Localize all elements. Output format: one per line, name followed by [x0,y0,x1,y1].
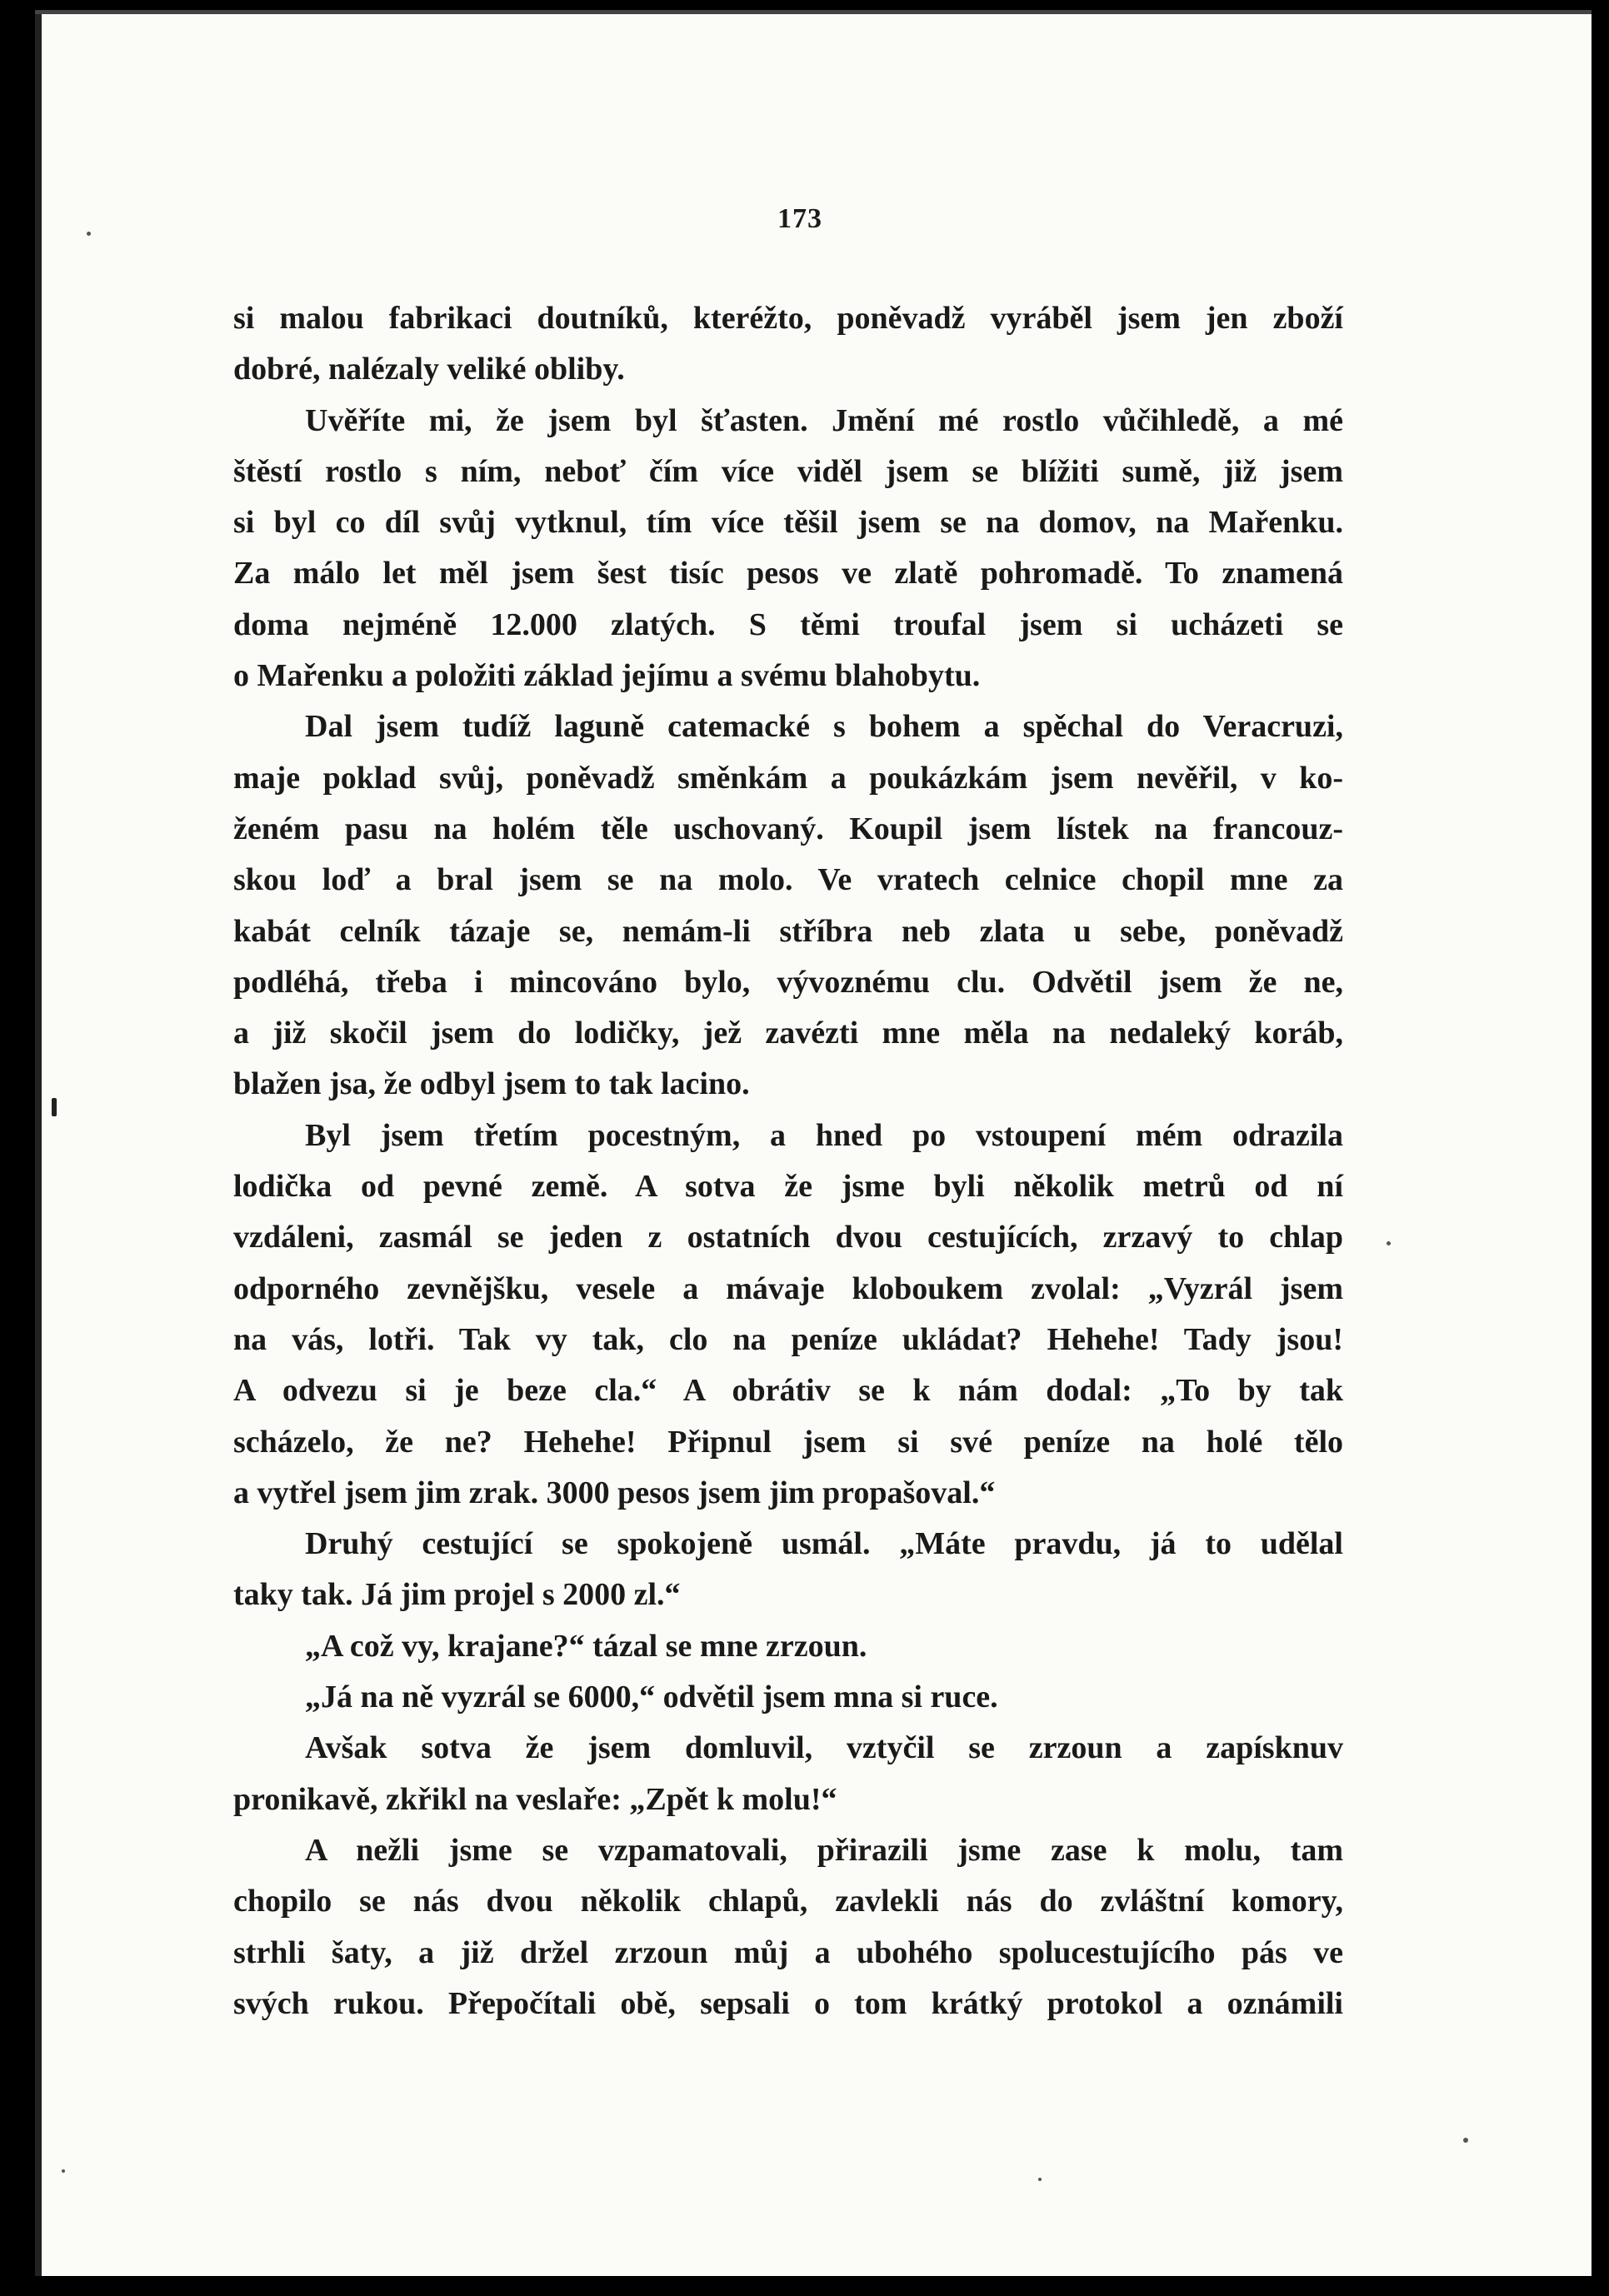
text-line: Za málo let měl jsem šest tisíc pesos ve zlatě pohromadě. To znamená [233,556,1343,591]
text-line: podléhá, třeba i mincováno bylo, vývoznému clu. Odvětil jsem že ne, [233,964,1343,1000]
text-line: Uvěříte mi, že jsem byl šťasten. Jmění mé rostlo vůčihledě, a mé [305,402,1343,438]
text-line: a vytřel jsem jim zrak. 3000 pesos jsem jim propašoval.“ [233,1475,996,1510]
text-line: Dal jsem tudíž laguně catemacké s bohem a spěchal do Veracruzi, [305,709,1343,745]
text-line: Avšak sotva že jsem domluvil, vztyčil se zrzoun a zapísknuv [305,1730,1343,1766]
text-line: ženém pasu na holém těle uschovaný. Koupil jsem lístek na francouz- [233,811,1343,846]
scan-speck [1387,1241,1391,1245]
page-top-edge [35,10,1592,14]
page-number: 173 [777,203,822,234]
text-line: pronikavě, zkřikl na veslaře: „Zpět k molu!“ [233,1781,837,1817]
text-line: o Mařenku a položiti základ jejímu a svému blahobytu. [233,658,981,694]
text-line: „Já na ně vyzrál se 6000,“ odvětil jsem mna si ruce. [305,1680,998,1715]
text-line: doma nejméně 12.000 zlatých. S těmi troufal jsem si ucházeti se [233,606,1343,642]
text-line: chopilo se nás dvou několik chlapů, zavlekli nás do zvláštní komory, [233,1884,1343,1919]
text-line: Druhý cestující se spokojeně usmál. „Máte pravdu, já to udělal [305,1526,1343,1562]
scan-speck [1038,2178,1042,2181]
page-binding-edge [35,10,42,2276]
text-line: taky tak. Já jim projel s 2000 zl.“ [233,1577,681,1613]
text-line: si malou fabrikaci doutníků, kteréžto, poněvadž vyráběl jsem jen zboží [233,301,1343,336]
text-line: maje poklad svůj, poněvadž směnkám a poukázkám jsem nevěřil, v ko- [233,760,1343,796]
text-line: svých rukou. Přepočítali obě, sepsali o tom krátký protokol a oznámili [233,1985,1343,2021]
text-line: A nežli jsme se vzpamatovali, přirazili jsme zase k molu, tam [305,1832,1343,1868]
text-line: strhli šaty, a již držel zrzoun můj a ubohého spolucestujícího pás ve [233,1934,1343,1970]
text-line: A odvezu si je beze cla.“ A obrátiv se k nám dodal: „To by tak [233,1373,1343,1409]
text-line: si byl co díl svůj vytknul, tím více těšil jsem se na domov, na Mařenku. [233,505,1343,541]
text-line: štěstí rostlo s ním, neboť čím více viděl jsem se blížiti sumě, již jsem [233,453,1343,489]
text-line: lodička od pevné země. A sotva že jsme byli několik metrů od ní [233,1169,1343,1205]
text-line: scházelo, že ne? Hehehe! Připnul jsem si své peníze na holé tělo [233,1424,1343,1460]
text-line: dobré, nalézaly veliké obliby. [233,352,625,387]
scan-speck [62,2169,65,2173]
text-line: a již skočil jsem do lodičky, jež zavézti mne měla na nedaleký koráb, [233,1016,1343,1051]
text-line: skou loď a bral jsem se na molo. Ve vratech celnice chopil mne za [233,862,1343,898]
text-line: odporného zevnějšku, vesele a mávaje kloboukem zvolal: „Vyzrál jsem [233,1270,1343,1306]
text-line: vzdáleni, zasmál se jeden z ostatních dvou cestujících, zrzavý to chlap [233,1220,1343,1255]
text-line: blažen jsa, že odbyl jsem to tak lacino. [233,1066,750,1102]
text-line: na vás, lotři. Tak vy tak, clo na peníze ukládat? Hehehe! Tady jsou! [233,1321,1343,1357]
scan-speck [87,232,91,236]
scan-speck [1463,2138,1468,2143]
scan-speck [52,1098,57,1116]
text-line: „A což vy, krajane?“ tázal se mne zrzoun. [305,1628,867,1664]
text-line: Byl jsem třetím pocestným, a hned po vstoupení mém odrazila [305,1117,1343,1153]
text-line: kabát celník tázaje se, nemám-li stříbra neb zlata u sebe, poněvadž [233,913,1343,949]
body-text [233,293,1343,2029]
